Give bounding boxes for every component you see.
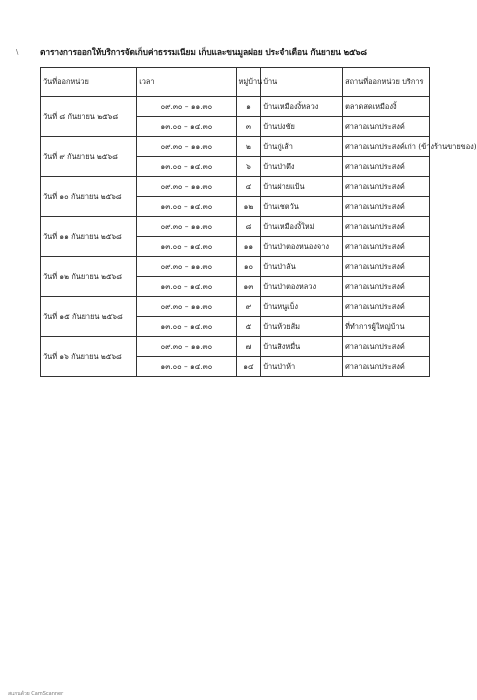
schedule-table — [40, 67, 477, 377]
time-cell: ๑๓.๐๐ – ๑๔.๓๐ — [137, 157, 236, 177]
village-cell: บ้านป่าห้า — [261, 357, 343, 377]
village-cell: บ้านหนูเบ็ง — [261, 297, 343, 317]
time-cell: ๑๓.๐๐ – ๑๔.๓๐ — [137, 317, 236, 337]
day-cell: วันที่ ๑๐ กันยายน ๒๕๖๘ — [41, 177, 137, 217]
place-cell: ศาลาอเนกประสงค์ — [343, 197, 430, 217]
village-no-cell: ๖ — [236, 157, 261, 177]
day-cell: วันที่ ๘ กันยายน ๒๕๖๘ — [41, 97, 137, 137]
place-cell: ศาลาอเนกประสงค์ — [343, 217, 430, 237]
village-no-cell: ๘ — [236, 217, 261, 237]
village-cell: บ้านป่าตองหลวง — [261, 277, 343, 297]
place-cell: ศาลาอเนกประสงค์ — [343, 277, 430, 297]
day-cell: วันที่ ๑๑ กันยายน ๒๕๖๘ — [41, 217, 137, 257]
table-row — [41, 257, 430, 277]
scanner-footer: สแกนด้วย CamScanner — [8, 691, 64, 697]
day-cell: วันที่ ๙ กันยายน ๒๕๖๘ — [41, 137, 137, 177]
time-cell: ๐๙.๓๐ – ๑๑.๓๐ — [137, 137, 236, 157]
village-no-cell: ๑๑ — [236, 237, 261, 257]
time-cell: ๐๙.๓๐ – ๑๑.๓๐ — [137, 297, 236, 317]
place-cell: ศาลาอเนกประสงค์ — [343, 237, 430, 257]
village-no-cell: ๑๔ — [236, 357, 261, 377]
table-row — [41, 137, 430, 157]
village-cell: บ้านป่าตองหนองจาง — [261, 237, 343, 257]
column-header-time: เวลา — [137, 68, 236, 97]
time-cell: ๑๓.๐๐ – ๑๔.๓๐ — [137, 117, 236, 137]
village-no-cell: ๑ — [236, 97, 261, 117]
table-header-row — [41, 68, 430, 97]
day-cell: วันที่ ๑๒ กันยายน ๒๕๖๘ — [41, 257, 137, 297]
place-cell: ตลาดสดเหมืองงิ้ — [343, 97, 430, 117]
column-header-village-no: หมู่บ้าน — [236, 68, 261, 97]
village-no-cell: ๓ — [236, 117, 261, 137]
table-row — [41, 97, 430, 117]
time-cell: ๐๙.๓๐ – ๑๑.๓๐ — [137, 337, 236, 357]
village-no-cell: ๙ — [236, 297, 261, 317]
time-cell: ๑๓.๐๐ – ๑๔.๓๐ — [137, 197, 236, 217]
place-cell: ที่ทำการผู้ใหญ่บ้าน — [343, 317, 430, 337]
time-cell: ๐๙.๓๐ – ๑๑.๓๐ — [137, 257, 236, 277]
column-header-place: สถานที่ออกหน่วย บริการ — [343, 68, 430, 97]
village-cell: บ้านเหมืองงิ้ใหม่ — [261, 217, 343, 237]
village-cell: บ้านป่าลัน — [261, 257, 343, 277]
village-cell: บ้านเชตวัน — [261, 197, 343, 217]
day-cell: วันที่ ๑๕ กันยายน ๒๕๖๘ — [41, 297, 137, 337]
village-no-cell: ๔ — [236, 177, 261, 197]
village-cell: บ้านสิงหมื่น — [261, 337, 343, 357]
time-cell: ๐๙.๓๐ – ๑๑.๓๐ — [137, 217, 236, 237]
place-cell: ศาลาอเนกประสงค์ — [343, 257, 430, 277]
village-cell: บ้านปงชัย — [261, 117, 343, 137]
table-row — [41, 177, 430, 197]
time-cell: ๑๓.๐๐ – ๑๔.๓๐ — [137, 357, 236, 377]
column-header-day: วันที่ออกหน่วย — [41, 68, 137, 97]
time-cell: ๐๙.๓๐ – ๑๑.๓๐ — [137, 97, 236, 117]
place-cell: ศาลาอเนกประสงค์ — [343, 177, 430, 197]
table-row — [41, 217, 430, 237]
schedule-body — [41, 97, 477, 377]
time-cell: ๑๓.๐๐ – ๑๔.๓๐ — [137, 237, 236, 257]
scan-mark: \ — [16, 48, 19, 56]
village-no-cell: ๗ — [236, 337, 261, 357]
village-no-cell: ๑๓ — [236, 277, 261, 297]
village-cell: บ้านฝายแป้น — [261, 177, 343, 197]
table-row — [41, 297, 430, 317]
place-cell: ศาลาอเนกประสงค์เก่า (ข้างร้านขายของ) — [343, 137, 430, 157]
village-cell: บ้านป่าตึง — [261, 157, 343, 177]
village-no-cell: ๑๐ — [236, 257, 261, 277]
column-header-village: บ้าน — [261, 68, 343, 97]
time-cell: ๐๙.๓๐ – ๑๑.๓๐ — [137, 177, 236, 197]
village-no-cell: ๒ — [236, 137, 261, 157]
place-cell: ศาลาอเนกประสงค์ — [343, 117, 430, 137]
page-title: ตารางการออกให้บริการจัดเก็บค่าธรรมเนียม เก็บและขนมูลฝอย ประจำเดือน กันยายน ๒๕๖๘ — [40, 47, 367, 57]
village-no-cell: ๕ — [236, 317, 261, 337]
village-cell: บ้านกู่เส้า — [261, 137, 343, 157]
place-cell: ศาลาอเนกประสงค์ — [343, 337, 430, 357]
table-row — [41, 337, 430, 357]
village-cell: บ้านเหมืองงิ้หลวง — [261, 97, 343, 117]
place-cell: ศาลาอเนกประสงค์ — [343, 157, 430, 177]
place-cell: ศาลาอเนกประสงค์ — [343, 357, 430, 377]
day-cell: วันที่ ๑๖ กันยายน ๒๕๖๘ — [41, 337, 137, 377]
village-cell: บ้านห้วยส้ม — [261, 317, 343, 337]
village-no-cell: ๑๒ — [236, 197, 261, 217]
place-cell: ศาลาอเนกประสงค์ — [343, 297, 430, 317]
time-cell: ๑๓.๐๐ – ๑๔.๓๐ — [137, 277, 236, 297]
